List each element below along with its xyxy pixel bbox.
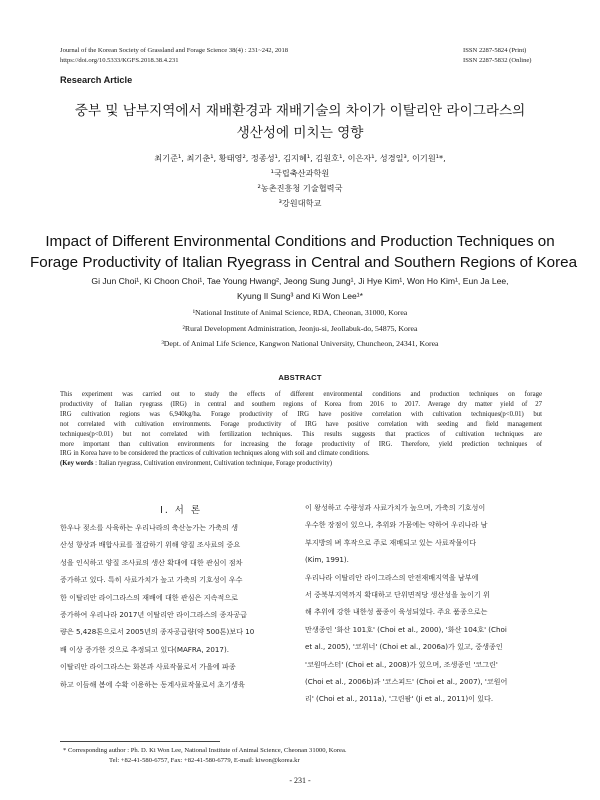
abstract-line: productivity of Italian ryegrass (IRG) in central and southern regions of Korea from 2016 to 2017. Average dry matter yield of 27 [60, 400, 542, 408]
journal-citation: Journal of the Korean Society of Grassland and Forage Science 38(4) : 231~242, 2018 [60, 47, 289, 54]
page-number: - 231 - [289, 776, 311, 785]
body-line: 하고 이듬해 봄에 수확 이용하는 동계사료작물로서 초기생육 [60, 679, 245, 689]
body-line: 부지방의 벼 후작으로 주로 재배되고 있는 사료작물이다 [305, 537, 477, 547]
section-heading-introduction: Ⅰ. 서 론 [160, 505, 202, 516]
abstract-body [60, 390, 542, 469]
body-line: 우리나라 이탈리안 라이그라스의 안전재배지역을 남부에 [305, 572, 479, 582]
correspondence-author: * Corresponding author : Ph. D. Ki Won Lee, National Institute of Animal Science, Cheonan 31000, Korea. [63, 747, 347, 754]
korean-authors-block [40, 151, 560, 211]
abstract-line: IRG cultivation regions was 6,940kg/ha. Forage productivity of IRG have positive correlation with cultivation techniques(p<0.01) but [60, 410, 542, 418]
english-author-line: Gi Jun Choi¹, Ki Choon Choi¹, Tae Young Hwang², Jeong Sung Jung¹, Ji Hye Kim¹, Won Ho Kim¹, Eun Ja Lee, [91, 276, 509, 286]
body-line: 성을 인식하고 양질 조사료의 생산 확대에 대한 관심이 점차 [60, 557, 243, 567]
keywords-label: (Key words [60, 460, 94, 468]
korean-title-line: 중부 및 남부지역에서 재배환경과 재배기술의 차이가 이탈리안 라이그라스의 [74, 103, 526, 119]
english-affiliation: ²Rural Development Administration, Jeonju-si, Jeollabuk-do, 54875, Korea [182, 323, 418, 333]
body-line: (Choi et al., 2006b)과 '코스피드' (Choi et al., 2007), '코원어 [305, 677, 508, 687]
body-line: '코원마스터' (Choi et al., 2008)가 있으며, 조생종인 '코그린' [305, 659, 498, 669]
abstract-line: This experiment was carried out to study the effects of different environmental conditions and production techniques on forage [60, 391, 542, 398]
body-line: 이 왕성하고 수량성과 사료가치가 높으며, 가축의 기호성이 [305, 503, 486, 512]
keywords-text: : Italian ryegrass, Cultivation environment, Cultivation technique, Forage productivity) [93, 460, 333, 468]
body-column-left [60, 519, 302, 693]
body-column-right [305, 499, 547, 708]
abstract-line: IRG in Korea have to be considered the practices of cultivation techniques along with soil and climate conditions. [60, 450, 370, 458]
abstract-line: not correlated with cultivation environments. Forage productivity of IRG have positive correlation with seeding and field management [60, 420, 542, 428]
correspondence-contact: Tel: +82-41-580-6757, Fax: +82-41-580-6779, E-mail: kiwon@korea.kr [109, 756, 300, 764]
body-line: (Kim, 1991). [305, 555, 349, 565]
body-line: 만생종인 '화산 101호' (Choi et al., 2000), '화산 104호' (Choi [305, 624, 507, 634]
korean-affiliation: ²농촌진흥청 기술협력국 [257, 183, 343, 193]
abstract-line: more important than cultivation environments for increasing the forage productivity of IRG. Therefore, yield prediction techniques of [60, 440, 542, 448]
abstract-line: techniques(p<0.01) but not correlated with fertilization techniques. This results suggests that practices of cultivation techniques are [60, 430, 542, 438]
body-line: 증가하고 있다. 특히 사료가치가 높고 가축의 기호성이 우수 [60, 575, 243, 585]
english-affiliations [40, 305, 560, 352]
body-line: 한우나 젖소를 사육하는 우리나라의 축산농가는 가축의 생 [60, 523, 238, 532]
keywords-line [60, 459, 542, 469]
english-affiliation: ¹National Institute of Animal Science, RDA, Cheonan, 31000, Korea [192, 308, 408, 317]
doi-link[interactable]: https://doi.org/10.5333/KGFS.2018.38.4.231 [60, 56, 179, 64]
body-line: 량은 5,428톤으로서 2005년의 종자공급량(약 500톤)보다 10 [60, 627, 255, 637]
english-affiliation: ³Dept. of Animal Life Science, Kangwon National University, Chuncheon, 24341, Korea [161, 339, 439, 348]
body-line: 증가하여 우리나라 2017년 이탈리안 라이그라스의 종자공급 [60, 610, 247, 620]
english-title-line: Impact of Different Environmental Conditions and Production Techniques on [45, 233, 555, 250]
korean-authors: 최기준¹, 최기춘¹, 황태영², 정종성¹, 김지혜¹, 김원호¹, 이은자¹, 성경일³, 이기원¹*, [154, 153, 446, 163]
korean-title [40, 100, 560, 144]
body-line: 해 추위에 강한 내한성 품종이 육성되었다. 주요 품종으로는 [305, 607, 488, 617]
english-author-line: Kyung Il Sung³ and Ki Won Lee¹* [237, 290, 363, 301]
footnote-divider [60, 741, 220, 742]
body-line: 우수한 장점이 있으나, 추위와 가뭄에는 약하여 우리나라 남 [305, 520, 488, 530]
body-line: 산성 향상과 배합사료를 절감하기 위해 양질 조사료의 중요 [60, 540, 241, 550]
korean-title-line: 생산성에 미치는 영향 [236, 125, 364, 141]
english-title-line: Forage Productivity of Italian Ryegrass in Central and Southern Regions of Korea [30, 253, 578, 271]
english-authors [40, 274, 560, 303]
body-line: 배 이상 증가한 것으로 추정되고 있다(MAFRA, 2017). [60, 644, 229, 654]
body-line: 이탈리안 라이그라스는 화본과 사료작물로서 가을에 파종 [60, 662, 236, 672]
english-title [30, 232, 578, 273]
issn-print: ISSN 2287-5824 (Print) [463, 47, 527, 54]
issn-online: ISSN 2287-5832 (Online) [463, 56, 532, 64]
body-line: 서 중북부지역까지 확대하고 단위면적당 생산성을 높이기 위 [305, 590, 490, 600]
korean-affiliation: ³강원대학교 [278, 198, 322, 208]
korean-affiliation: ¹국립축산과학원 [270, 168, 330, 178]
body-line: 한 이탈리안 라이그라스의 재배에 대한 관심은 지속적으로 [60, 592, 238, 602]
journal-header [60, 46, 288, 65]
article-type: Research Article [60, 75, 133, 85]
body-line: et al., 2005), '코위너' (Choi et al., 2006a)가 있고, 중생종인 [305, 642, 503, 652]
correspondence-note [63, 746, 543, 765]
body-line: 리' (Choi et al., 2011a), '그린팜' (Ji et al., 2011)이 있다. [305, 694, 494, 704]
issn-header [463, 46, 532, 65]
abstract-heading: ABSTRACT [278, 373, 322, 382]
